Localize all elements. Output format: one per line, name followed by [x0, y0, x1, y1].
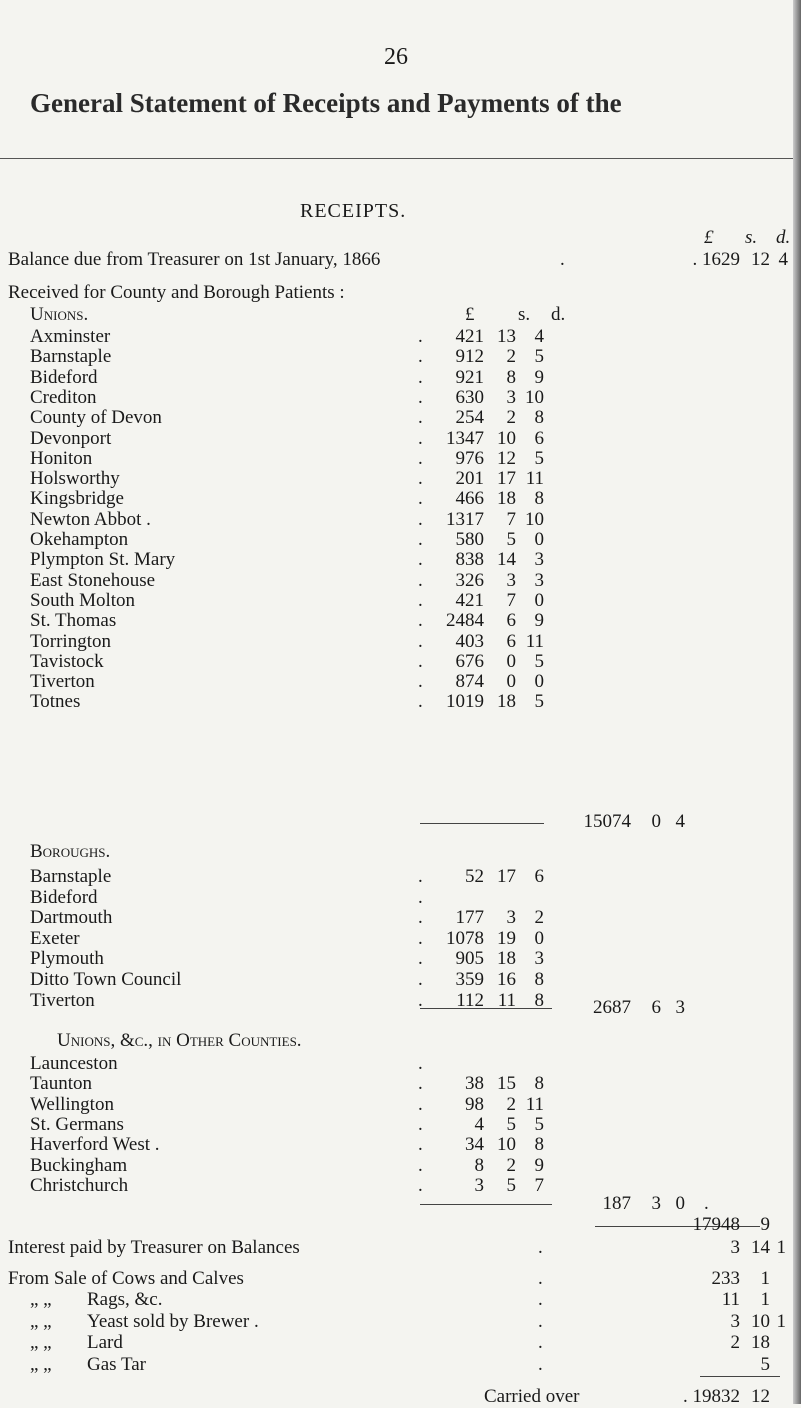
row-pence: 6: [534, 866, 544, 887]
boroughs-total-shillings: 6: [651, 997, 661, 1018]
receipt-label: Lard: [87, 1332, 123, 1353]
receipt-shillings: 18: [751, 1332, 770, 1353]
row-pence: 8: [534, 989, 544, 1011]
row-pounds: 403: [455, 630, 484, 652]
row-leader: .: [418, 589, 423, 611]
row-shillings: 3: [506, 386, 516, 408]
row-pounds: 4: [474, 1113, 484, 1135]
receipt-shillings: 5: [760, 1354, 770, 1375]
receipt-label: Rags, &c.: [87, 1289, 163, 1310]
row-pence: 8: [534, 488, 544, 510]
receipt-shillings: 10: [751, 1311, 770, 1332]
row-leader: .: [418, 386, 423, 408]
row-leader: .: [418, 1073, 423, 1095]
row-pence: 5: [534, 691, 544, 713]
row-pence: 4: [534, 326, 544, 347]
row-shillings: 12: [497, 447, 516, 469]
receipt-label: Interest paid by Treasurer on Balances: [8, 1237, 300, 1258]
row-leader: .: [418, 630, 423, 652]
row-shillings: 7: [506, 589, 516, 611]
other-total-leader: .: [704, 1193, 709, 1214]
carried-rule: [700, 1376, 780, 1377]
row-pence: 3: [534, 569, 544, 591]
row-pounds: 112: [456, 989, 484, 1011]
receipt-label: From Sale of Cows and Calves: [8, 1268, 244, 1289]
header-pence: d.: [776, 227, 791, 248]
other-total-pence: 0: [675, 1193, 685, 1214]
row-pence: 10: [525, 508, 544, 530]
row-pence: 0: [534, 671, 544, 693]
row-pounds: 874: [455, 671, 484, 693]
row-name: Totnes: [30, 691, 81, 713]
row-leader: .: [418, 1174, 423, 1196]
row-shillings: 2: [506, 1093, 516, 1115]
row-pounds: 580: [455, 529, 484, 550]
row-shillings: 11: [497, 989, 516, 1011]
balance-pounds: . 1629: [692, 249, 740, 270]
row-leader: .: [418, 650, 423, 672]
boroughs-total-pence: 3: [675, 997, 685, 1018]
row-pounds: 421: [455, 326, 484, 347]
balance-pence: 4: [778, 249, 788, 270]
row-pence: 6: [534, 427, 544, 449]
row-leader: .: [418, 468, 423, 490]
row-leader: .: [538, 1354, 543, 1375]
row-shillings: 2: [506, 346, 516, 368]
carried-over-label: Carried over: [484, 1386, 580, 1407]
other-total-pounds: 187: [602, 1193, 631, 1214]
row-leader: .: [418, 1134, 423, 1156]
row-pounds: 2484: [446, 610, 484, 632]
row-pounds: 838: [455, 549, 484, 571]
row-pounds: 177: [455, 907, 484, 929]
row-pounds: 1019: [446, 691, 484, 713]
row-name: Barnstaple: [30, 866, 112, 887]
row-name: Devonport: [30, 427, 112, 449]
row-name: Barnstaple: [30, 346, 112, 368]
row-shillings: 18: [497, 691, 516, 713]
row-name: Buckingham: [30, 1154, 128, 1176]
row-shillings: 15: [497, 1073, 516, 1095]
row-pence: 0: [534, 589, 544, 611]
row-pence: 11: [525, 468, 544, 490]
row-shillings: 0: [506, 650, 516, 672]
row-pence: 8: [534, 407, 544, 429]
receipt-shillings: 1: [760, 1268, 770, 1289]
ditto-marks: „ „: [30, 1332, 52, 1353]
row-pounds: 98: [465, 1093, 484, 1115]
row-pounds: 34: [465, 1134, 484, 1156]
boroughs-total-pounds: 2687: [593, 997, 631, 1018]
row-pence: 11: [525, 630, 544, 652]
row-pounds: 38: [465, 1073, 484, 1095]
ditto-marks: „ „: [30, 1311, 52, 1332]
row-leader: .: [418, 1154, 423, 1176]
receipt-pence: 1: [776, 1311, 786, 1332]
unions-subtotal-rule: [420, 823, 544, 824]
page-title: General Statement of Receipts and Payments of the: [30, 88, 622, 118]
row-name: Bideford: [30, 886, 98, 908]
received-label: Received for County and Borough Patients :: [8, 282, 345, 303]
row-leader: .: [418, 427, 423, 449]
row-pence: 3: [534, 948, 544, 970]
receipt-pounds: 11: [721, 1289, 740, 1310]
other-subtotal-rule: [420, 1204, 552, 1205]
row-leader: .: [418, 671, 423, 693]
row-name: St. Germans: [30, 1113, 124, 1135]
row-name: Wellington: [30, 1093, 114, 1115]
row-shillings: 16: [497, 969, 516, 990]
row-pounds: 201: [455, 468, 484, 490]
row-leader: .: [418, 549, 423, 571]
row-name: Holsworthy: [30, 468, 120, 490]
row-pence: 0: [534, 927, 544, 949]
row-pence: 10: [525, 386, 544, 408]
ditto-marks: „ „: [30, 1354, 52, 1375]
row-pence: 5: [534, 650, 544, 672]
grand-total-pounds: 17948: [692, 1214, 740, 1235]
row-name: Plympton St. Mary: [30, 549, 176, 571]
row-name: Tiverton: [30, 989, 95, 1011]
balance-shillings: 12: [751, 249, 770, 270]
row-shillings: 5: [506, 1174, 516, 1196]
unions-header-shillings: s.: [518, 304, 531, 325]
receipt-pounds: 233: [711, 1268, 740, 1289]
row-pence: 7: [534, 1174, 544, 1196]
row-pounds: 8: [474, 1154, 484, 1176]
receipt-pounds: 2: [730, 1332, 740, 1353]
row-name: Plymouth: [30, 948, 104, 970]
row-pence: 2: [534, 907, 544, 929]
row-name: Christchurch: [30, 1174, 129, 1196]
row-leader: .: [418, 1113, 423, 1135]
row-name: Newton Abbot .: [30, 508, 151, 530]
row-name: Dartmouth: [30, 907, 113, 929]
row-shillings: 18: [497, 488, 516, 510]
row-pounds: 52: [465, 866, 484, 887]
row-shillings: 17: [497, 468, 516, 490]
row-name: Torrington: [30, 630, 111, 652]
row-pounds: 1347: [446, 427, 484, 449]
row-pounds: 905: [455, 948, 484, 970]
row-leader: .: [418, 447, 423, 469]
row-name: County of Devon: [30, 407, 162, 429]
row-shillings: 3: [506, 569, 516, 591]
row-pounds: 676: [455, 650, 484, 672]
row-leader: .: [538, 1268, 543, 1289]
row-pounds: 326: [455, 569, 484, 591]
row-leader: .: [418, 886, 423, 908]
row-leader: .: [538, 1237, 543, 1258]
row-pounds: 630: [455, 386, 484, 408]
row-leader: .: [418, 907, 423, 929]
row-leader: .: [418, 866, 423, 887]
row-name: Tiverton: [30, 671, 95, 693]
row-name: Haverford West .: [30, 1134, 160, 1156]
row-pence: 0: [534, 529, 544, 550]
receipt-shillings: 1: [760, 1289, 770, 1310]
receipt-label: Gas Tar: [87, 1354, 146, 1375]
row-leader: .: [418, 1093, 423, 1115]
row-leader: .: [418, 1053, 423, 1074]
ditto-marks: „ „: [30, 1289, 52, 1310]
row-name: Bideford: [30, 366, 98, 388]
row-pounds: 921: [455, 366, 484, 388]
row-pence: 8: [534, 969, 544, 990]
row-shillings: 0: [506, 671, 516, 693]
row-name: Launceston: [30, 1053, 118, 1074]
row-leader: .: [538, 1332, 543, 1353]
row-pounds: 976: [455, 447, 484, 469]
row-shillings: 13: [497, 326, 516, 347]
row-leader: .: [418, 948, 423, 970]
row-shillings: 3: [506, 907, 516, 929]
carried-over-shillings: 12: [751, 1386, 770, 1407]
boroughs-heading: Boroughs.: [30, 841, 111, 862]
balance-leader: .: [560, 249, 565, 270]
row-shillings: 5: [506, 1113, 516, 1135]
row-shillings: 6: [506, 630, 516, 652]
row-leader: .: [418, 346, 423, 368]
row-leader: .: [418, 366, 423, 388]
row-leader: .: [538, 1289, 543, 1310]
row-name: East Stonehouse: [30, 569, 156, 591]
row-name: South Molton: [30, 589, 136, 611]
row-pence: 11: [525, 1093, 544, 1115]
row-pounds: 1078: [446, 927, 484, 949]
row-leader: .: [418, 969, 423, 990]
row-name: St. Thomas: [30, 610, 117, 632]
row-shillings: 10: [497, 427, 516, 449]
receipt-shillings: 14: [751, 1237, 770, 1258]
row-pence: 8: [534, 1134, 544, 1156]
unions-heading: Unions.: [30, 304, 89, 325]
row-name: Taunton: [30, 1073, 92, 1095]
row-pounds: 254: [455, 407, 484, 429]
receipt-pounds: 3: [730, 1311, 740, 1332]
unions-total-shillings: 0: [651, 811, 661, 832]
other-total-shillings: 3: [651, 1193, 661, 1214]
row-name: Ditto Town Council: [30, 969, 182, 990]
row-name: Tavistock: [30, 650, 104, 672]
row-shillings: 17: [497, 866, 516, 887]
page-edge-shadow: [793, 0, 801, 1404]
row-leader: .: [418, 691, 423, 713]
unions-header-pounds: £: [465, 304, 475, 325]
receipt-pence: 1: [776, 1237, 786, 1258]
row-pence: 9: [534, 366, 544, 388]
row-leader: .: [418, 508, 423, 530]
balance-label: Balance due from Treasurer on 1st January, 1866: [8, 249, 381, 270]
row-name: Axminster: [30, 326, 111, 347]
row-pence: 9: [534, 610, 544, 632]
boroughs-subtotal-rule: [420, 1008, 552, 1009]
row-leader: .: [418, 610, 423, 632]
row-shillings: 2: [506, 407, 516, 429]
row-pounds: 466: [455, 488, 484, 510]
row-leader: .: [418, 488, 423, 510]
row-pounds: 421: [455, 589, 484, 611]
row-shillings: 18: [497, 948, 516, 970]
row-shillings: 19: [497, 927, 516, 949]
row-name: Kingsbridge: [30, 488, 124, 510]
carried-over-pounds: . 19832: [683, 1386, 740, 1407]
page-number: 26: [384, 44, 408, 70]
row-pence: 3: [534, 549, 544, 571]
row-leader: .: [418, 407, 423, 429]
section-title: RECEIPTS.: [300, 200, 407, 222]
other-counties-heading: Unions, &c., in Other Counties.: [57, 1030, 302, 1051]
row-pounds: 359: [455, 969, 484, 990]
receipt-pounds: 3: [730, 1237, 740, 1258]
unions-header-pence: d.: [551, 304, 566, 325]
row-shillings: 5: [506, 529, 516, 550]
row-name: Honiton: [30, 447, 93, 469]
row-pounds: 3: [474, 1174, 484, 1196]
title-rule: [0, 158, 793, 159]
row-pounds: 912: [455, 346, 484, 368]
row-pence: 9: [534, 1154, 544, 1176]
row-leader: .: [418, 529, 423, 550]
row-name: Exeter: [30, 927, 80, 949]
row-shillings: 8: [506, 366, 516, 388]
row-pence: 5: [534, 346, 544, 368]
row-shillings: 2: [506, 1154, 516, 1176]
header-pounds: £: [704, 227, 714, 248]
row-pence: 5: [534, 1113, 544, 1135]
row-shillings: 10: [497, 1134, 516, 1156]
row-shillings: 7: [506, 508, 516, 530]
row-leader: .: [538, 1311, 543, 1332]
row-name: Okehampton: [30, 529, 129, 550]
row-pence: 5: [534, 447, 544, 469]
unions-total-pounds: 15074: [583, 811, 631, 832]
row-name: Crediton: [30, 386, 97, 408]
row-leader: .: [418, 569, 423, 591]
row-leader: .: [418, 326, 423, 347]
row-shillings: 6: [506, 610, 516, 632]
row-shillings: 14: [497, 549, 516, 571]
unions-total-pence: 4: [675, 811, 685, 832]
row-pence: 8: [534, 1073, 544, 1095]
row-leader: .: [418, 989, 423, 1011]
row-pounds: 1317: [446, 508, 484, 530]
row-leader: .: [418, 927, 423, 949]
receipt-label: Yeast sold by Brewer .: [87, 1311, 259, 1332]
header-shillings: s.: [745, 227, 758, 248]
grand-total-shillings: 9: [760, 1214, 770, 1235]
